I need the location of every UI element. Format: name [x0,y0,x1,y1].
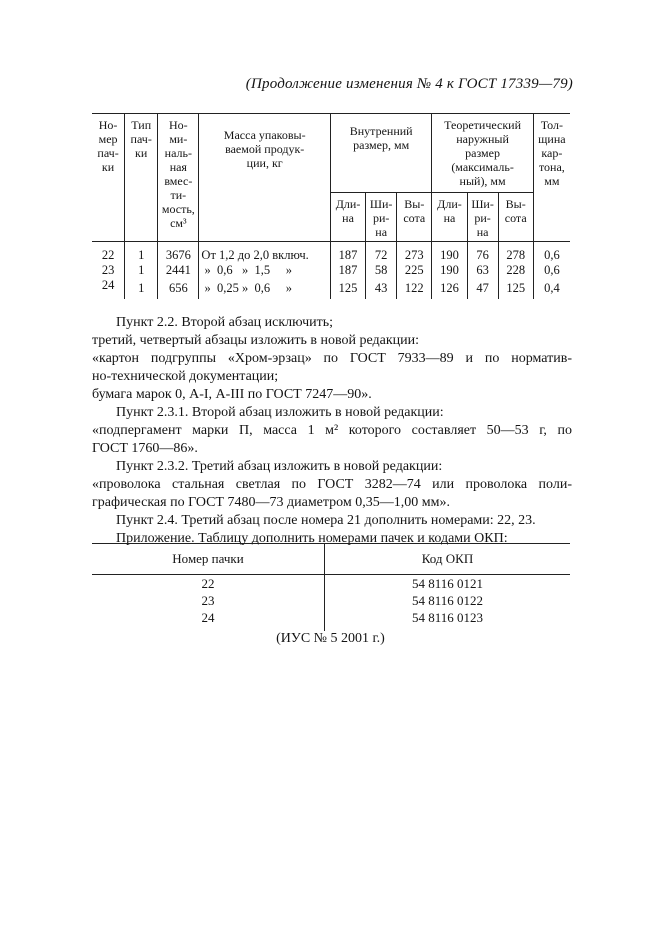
col-outer-size-header: Теоретический наружный размер (максималь- ный), мм [432,114,533,193]
para-2-2-cont: третий, четвертый абзацы изложить в новой редакции: [92,333,420,348]
para-provoloka-1: «проволока стальная светлая по ГОСТ 3282—74 или проволока поли- [92,477,572,492]
para-prilozhenie: Приложение. Таблицу дополнить номерами пачек и кодами ОКП: [116,531,508,546]
para-podpergament-2: ГОСТ 1760—86». [92,441,198,456]
para-bumaga: бумага марок 0, А-I, А-III по ГОСТ 7247—90». [92,387,372,402]
sub-width-outer: Ши- ри- на [467,193,498,242]
para-2-2: Пункт 2.2. Второй абзац исключить; [116,315,334,330]
page-footer: (ИУС № 5 2001 г.) [276,631,385,646]
para-karton-2: но-технической документации; [92,369,279,384]
para-2-4: Пункт 2.4. Третий абзац после номера 21 дополнить номерами: 22, 23. [116,513,536,528]
sub-width-inner: Ши- ри- на [366,193,397,242]
okp-col-code: Код ОКП [325,544,571,575]
table-row: 24 1 656 » 0,25 » 0,6 » 125 43 122 126 47 125 0,4 [92,278,570,299]
para-2-3-2: Пункт 2.3.2. Третий абзац изложить в новой редакции: [116,459,443,474]
okp-table [92,543,570,631]
table-row: 22 1 3676 От 1,2 до 2,0 включ. 187 72 273 190 76 278 0,6 [92,242,570,264]
table-row: 24 54 8116 0123 [92,609,570,631]
col-inner-size-header: Внутренний размер, мм [330,114,431,193]
col-thickness-header: Тол- щина кар- тона, мм [533,114,570,242]
para-karton-1: «картон подгруппы «Хром-эрзац» по ГОСТ 7933—89 и по норматив- [92,351,572,366]
sub-height-inner: Вы- сота [397,193,432,242]
table-row: 22 54 8116 0121 [92,575,570,593]
table-row: 23 54 8116 0122 [92,592,570,609]
col-capacity-header: Но- ми- наль- ная вмес- ти- мость, см³ [158,114,199,242]
table-row: 23 1 2441 » 0,6 » 1,5 » 187 58 225 190 63 228 0,6 [92,263,570,278]
sub-height-outer: Вы- сота [498,193,533,242]
col-nomer-header: Но- мер пач- ки [92,114,125,242]
col-tip-header: Тип пач- ки [125,114,158,242]
page-header: (Продолжение изменения № 4 к ГОСТ 17339—79) [245,76,573,92]
para-2-3-1: Пункт 2.3.1. Второй абзац изложить в новой редакции: [116,405,444,420]
para-provoloka-2: графическая по ГОСТ 7480—73 диаметром 0,35—1,00 мм». [92,495,450,510]
packs-table [92,113,570,299]
sub-length-inner: Дли- на [330,193,365,242]
okp-col-number: Номер пачки [92,544,325,575]
col-mass-header: Масса упаковы- ваемой продук- ции, кг [199,114,331,242]
sub-length-outer: Дли- на [432,193,467,242]
para-podpergament-1: «подпергамент марки П, масса 1 м² которого составляет 50—53 г, по [92,423,572,438]
